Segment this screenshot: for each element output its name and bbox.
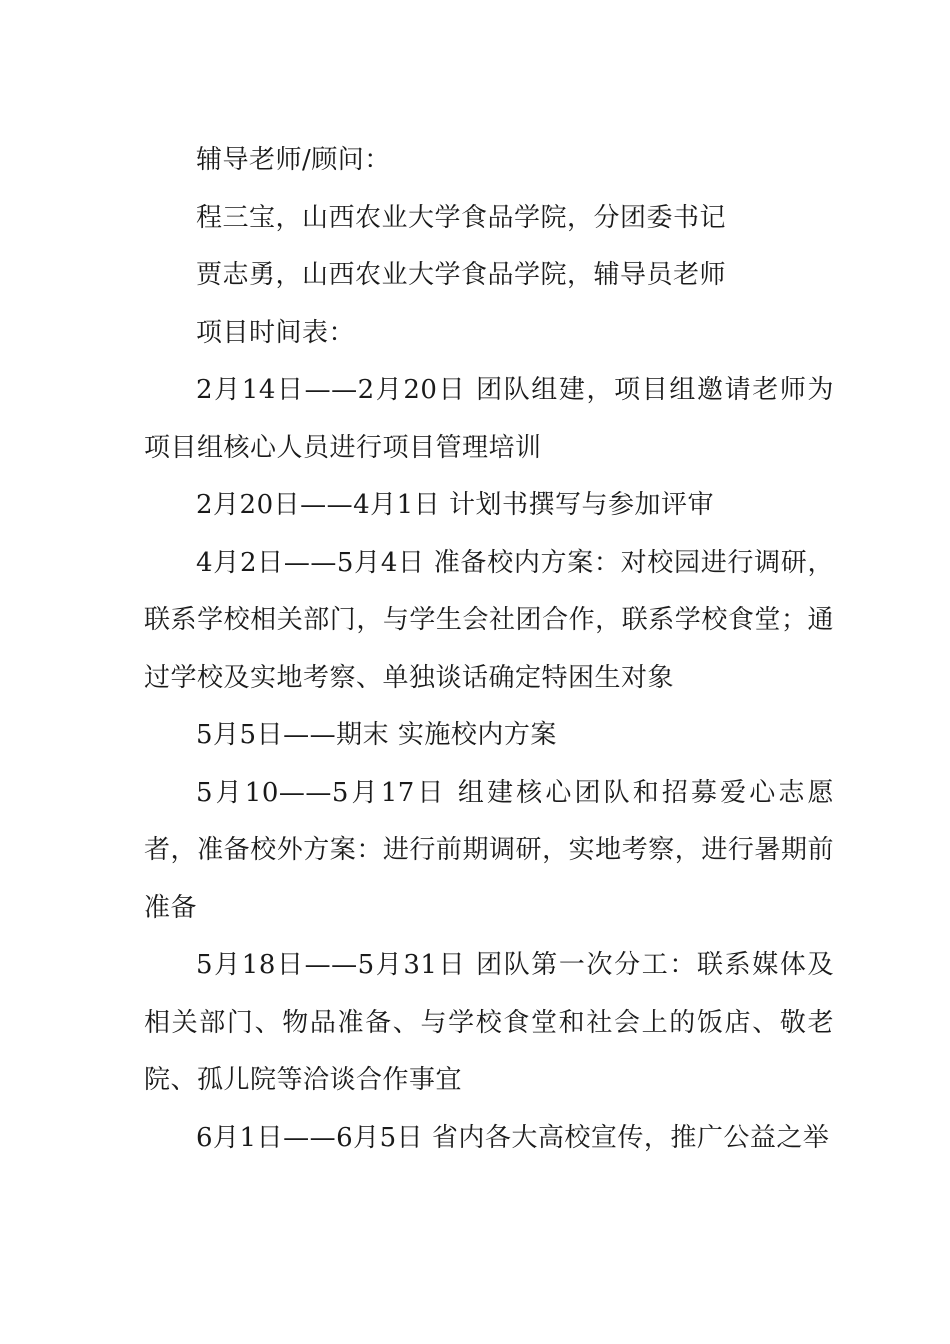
schedule-item: 6月1日——6月5日 省内各大高校宣传，推广公益之举 <box>196 1122 830 1153</box>
schedule-item: 5月5日——期末 实施校内方案 <box>196 720 557 750</box>
paragraph-schedule-heading: 项目时间表： <box>196 317 356 348</box>
schedule-item: 2月14日——2月20日 团队组建，项目组邀请老师为项目组核心人员进行项目管理培训 <box>144 375 834 463</box>
schedule-item: 2月20日——4月1日 计划书撰写与参加评审 <box>196 490 714 520</box>
schedule-item: 5月10——5月17日 组建核心团队和招募爱心志愿者，准备校外方案：进行前期调研，实地考察，进行暑期前准备 <box>144 777 834 923</box>
paragraph-advisor-1: 程三宝，山西农业大学食品学院，分团委书记 <box>196 202 727 233</box>
schedule-item: 4月2日——5月4日 准备校内方案：对校园进行调研，联系学校相关部门，与学生会社团合作，联系学校食堂；通过学校及实地考察、单独谈话确定特困生对象 <box>144 547 834 693</box>
paragraph-advisors-heading: 辅导老师/顾问： <box>196 145 391 175</box>
document-body <box>144 132 834 1167</box>
paragraph-advisor-2: 贾志勇，山西农业大学食品学院，辅导员老师 <box>196 260 727 290</box>
schedule-item: 5月18日——5月31日 团队第一次分工：联系媒体及相关部门、物品准备、与学校食堂和社会上的饭店、敬老院、孤儿院等洽谈合作事宜 <box>144 950 834 1095</box>
